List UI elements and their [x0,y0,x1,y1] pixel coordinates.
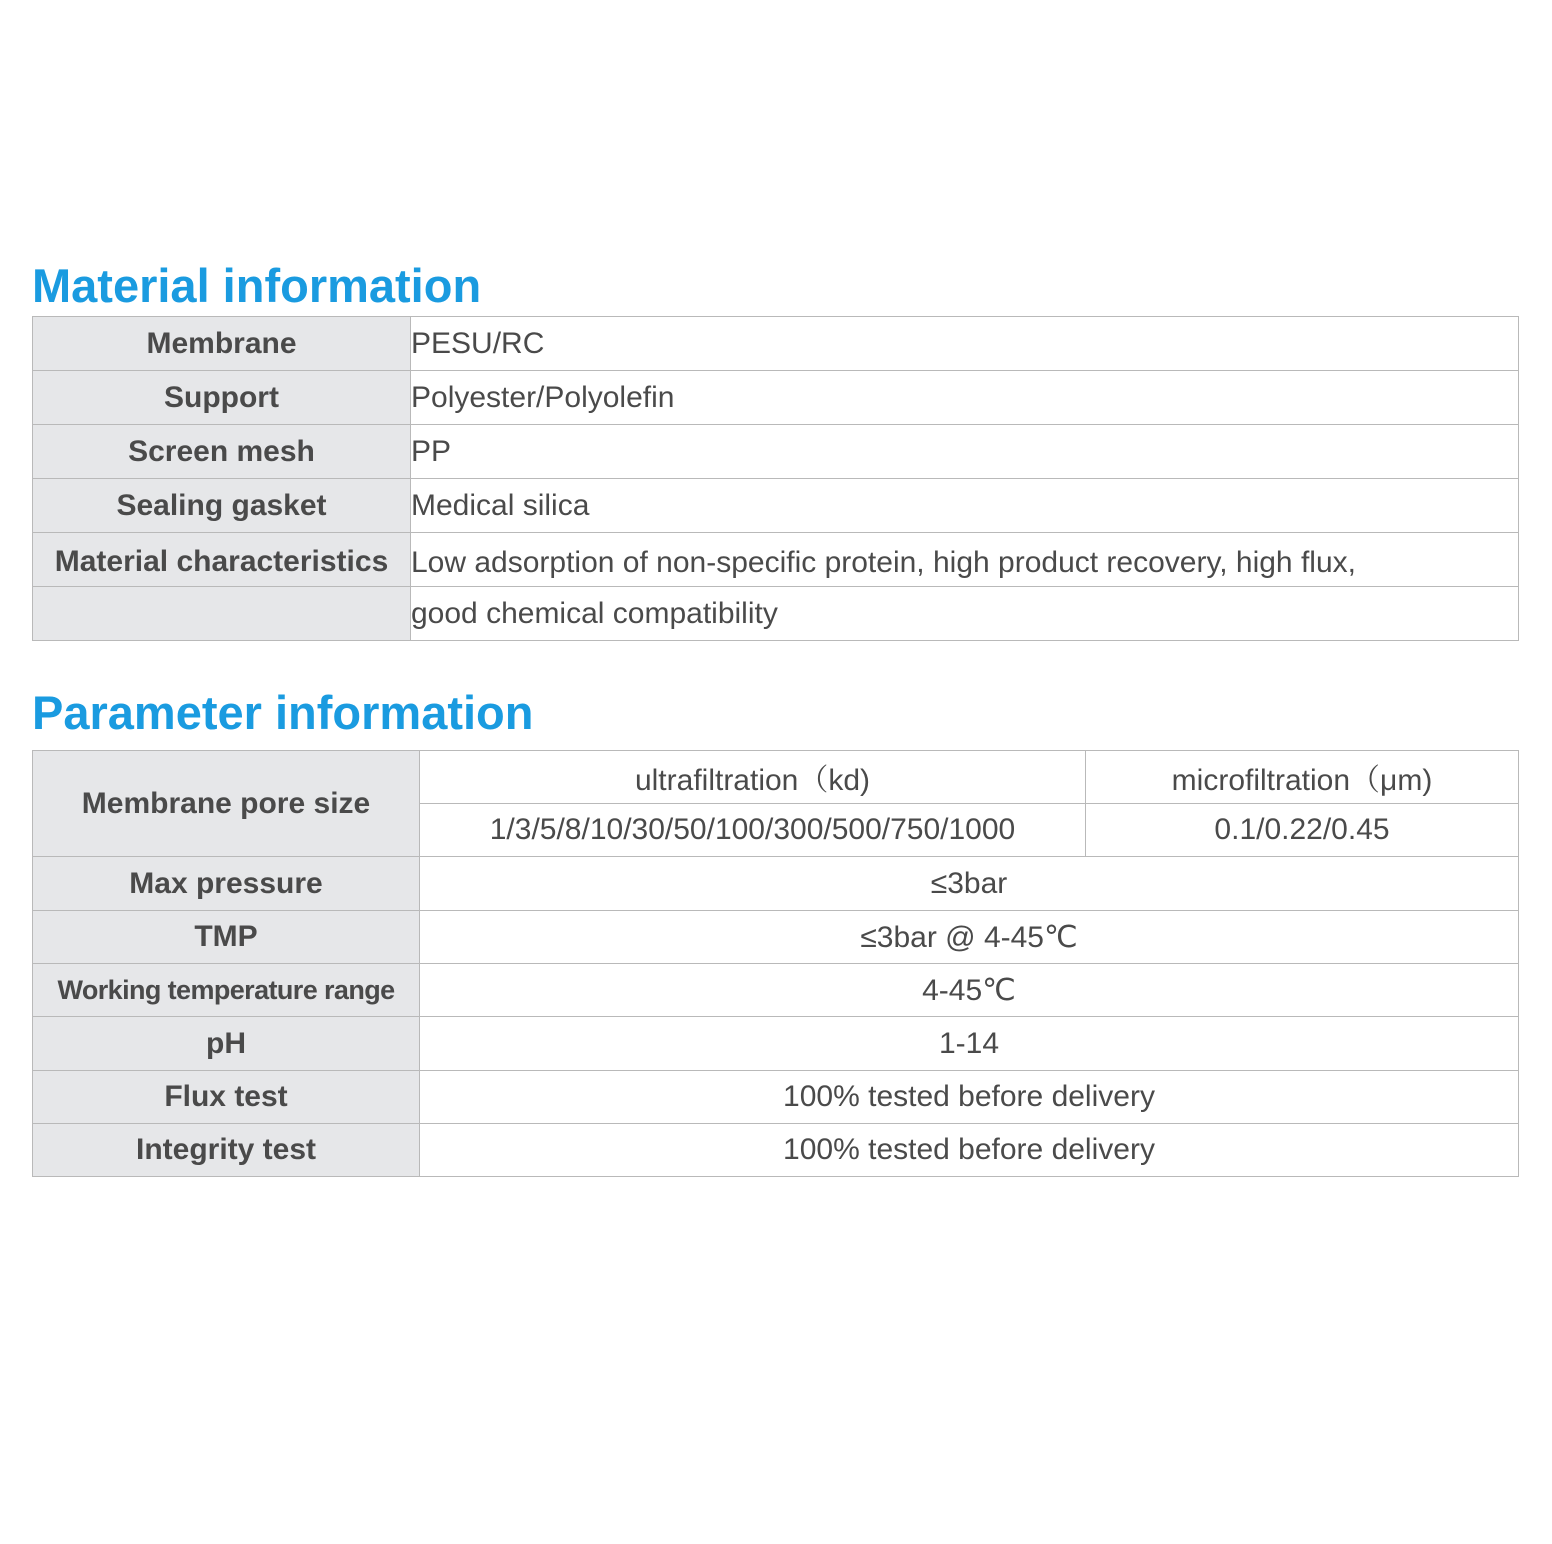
membrane-label: Membrane [33,317,411,371]
table-row [33,751,1519,804]
membrane-value: PESU/RC [411,317,1519,371]
table-row [33,425,1519,479]
table-row [33,1017,1519,1071]
ph-value: 1-14 [420,1017,1519,1071]
material-information-table [32,316,1519,641]
parameter-information-table [32,750,1519,1177]
table-row [33,1071,1519,1124]
table-row [33,857,1519,911]
material-characteristics-label-continued [33,587,411,641]
parameter-information-heading: Parameter information [32,686,534,739]
flux-test-label: Flux test [33,1071,420,1124]
sealing-gasket-label: Sealing gasket [33,479,411,533]
table-row [33,911,1519,964]
support-value: Polyester/Polyolefin [411,371,1519,425]
tmp-value: ≤3bar @ 4-45℃ [420,911,1519,964]
max-pressure-label: Max pressure [33,857,420,911]
table-row [33,371,1519,425]
integrity-test-label: Integrity test [33,1124,420,1177]
microfiltration-header: microfiltration（μm) [1086,751,1519,804]
working-temperature-range-label: Working temperature range [33,964,420,1017]
material-characteristics-value-continued: good chemical compatibility [411,587,1519,641]
material-characteristics-value: Low adsorption of non-specific protein, high product recovery, high flux, [411,533,1519,587]
table-row [33,587,1519,641]
working-temperature-range-value: 4-45℃ [420,964,1519,1017]
tmp-label: TMP [33,911,420,964]
ultrafiltration-values: 1/3/5/8/10/30/50/100/300/500/750/1000 [420,804,1086,857]
support-label: Support [33,371,411,425]
max-pressure-value: ≤3bar [420,857,1519,911]
table-row [33,964,1519,1017]
membrane-pore-size-label: Membrane pore size [33,751,420,857]
sealing-gasket-value: Medical silica [411,479,1519,533]
ultrafiltration-header: ultrafiltration（kd) [420,751,1086,804]
material-information-heading: Material information [32,259,482,312]
flux-test-value: 100% tested before delivery [420,1071,1519,1124]
ph-label: pH [33,1017,420,1071]
table-row [33,479,1519,533]
table-row [33,533,1519,587]
screen-mesh-value: PP [411,425,1519,479]
table-row [33,1124,1519,1177]
table-row [33,317,1519,371]
microfiltration-values: 0.1/0.22/0.45 [1086,804,1519,857]
integrity-test-value: 100% tested before delivery [420,1124,1519,1177]
material-characteristics-label: Material characteristics [33,533,411,587]
screen-mesh-label: Screen mesh [33,425,411,479]
